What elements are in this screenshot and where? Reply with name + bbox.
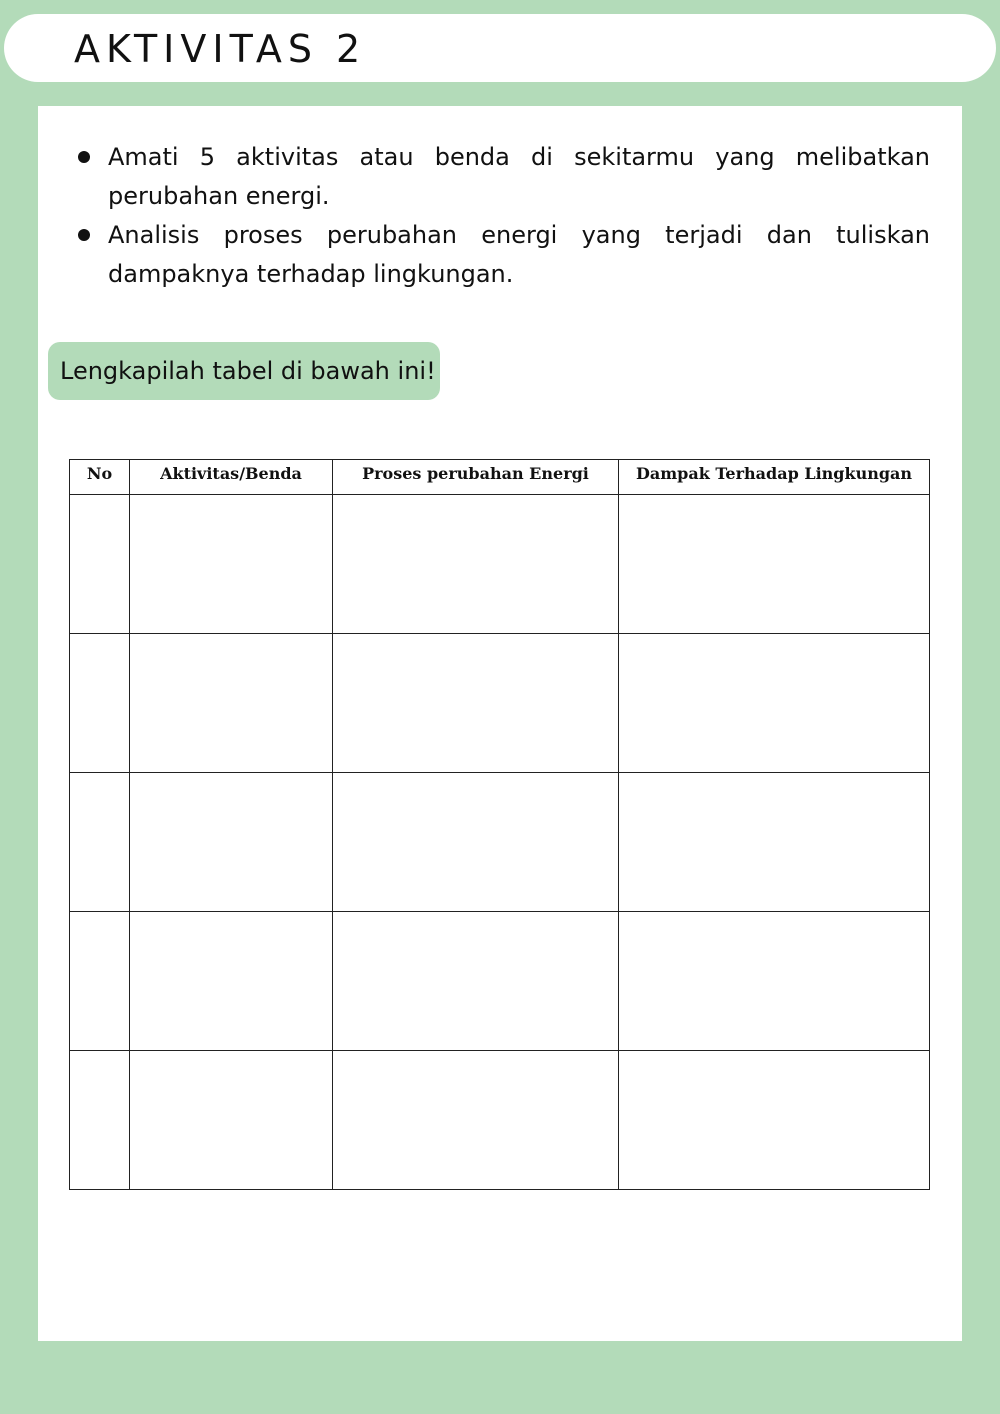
cell-impact[interactable] xyxy=(619,1051,930,1190)
cell-activity[interactable] xyxy=(130,495,333,634)
instruction-item xyxy=(78,138,930,216)
instruction-text: Amati 5 aktivitas atau benda di sekitarmu yang melibatkan perubahan energi. xyxy=(108,143,930,210)
cell-process[interactable] xyxy=(333,1051,619,1190)
instruction-item xyxy=(78,216,930,294)
cell-activity[interactable] xyxy=(130,773,333,912)
cell-no[interactable] xyxy=(70,773,130,912)
column-header-process: Proses perubahan Energi xyxy=(333,460,619,495)
cell-no[interactable] xyxy=(70,495,130,634)
cell-process[interactable] xyxy=(333,634,619,773)
cell-process[interactable] xyxy=(333,912,619,1051)
cell-impact[interactable] xyxy=(619,912,930,1051)
cell-activity[interactable] xyxy=(130,912,333,1051)
prompt-label: Lengkapilah tabel di bawah ini! xyxy=(48,342,440,400)
table-row xyxy=(70,495,930,634)
cell-process[interactable] xyxy=(333,495,619,634)
cell-impact[interactable] xyxy=(619,495,930,634)
cell-activity[interactable] xyxy=(130,1051,333,1190)
cell-impact[interactable] xyxy=(619,773,930,912)
cell-activity[interactable] xyxy=(130,634,333,773)
bullet-icon xyxy=(78,151,90,163)
table-header-row xyxy=(70,460,930,495)
cell-no[interactable] xyxy=(70,1051,130,1190)
table-row xyxy=(70,634,930,773)
cell-no[interactable] xyxy=(70,634,130,773)
cell-no[interactable] xyxy=(70,912,130,1051)
bullet-icon xyxy=(78,229,90,241)
title-bar xyxy=(4,14,996,82)
table-row xyxy=(70,1051,930,1190)
table-row xyxy=(70,912,930,1051)
column-header-activity: Aktivitas/Benda xyxy=(130,460,333,495)
instruction-text: Analisis proses perubahan energi yang terjadi dan tuliskan dampaknya terhadap lingkungan. xyxy=(108,221,930,288)
column-header-impact: Dampak Terhadap Lingkungan xyxy=(619,460,930,495)
instruction-list xyxy=(78,138,930,294)
column-header-no: No xyxy=(70,460,130,495)
cell-process[interactable] xyxy=(333,773,619,912)
table-row xyxy=(70,773,930,912)
worksheet-sheet xyxy=(38,106,962,1341)
page-title: AKTIVITAS 2 xyxy=(74,27,367,71)
cell-impact[interactable] xyxy=(619,634,930,773)
answer-table xyxy=(69,459,930,1190)
